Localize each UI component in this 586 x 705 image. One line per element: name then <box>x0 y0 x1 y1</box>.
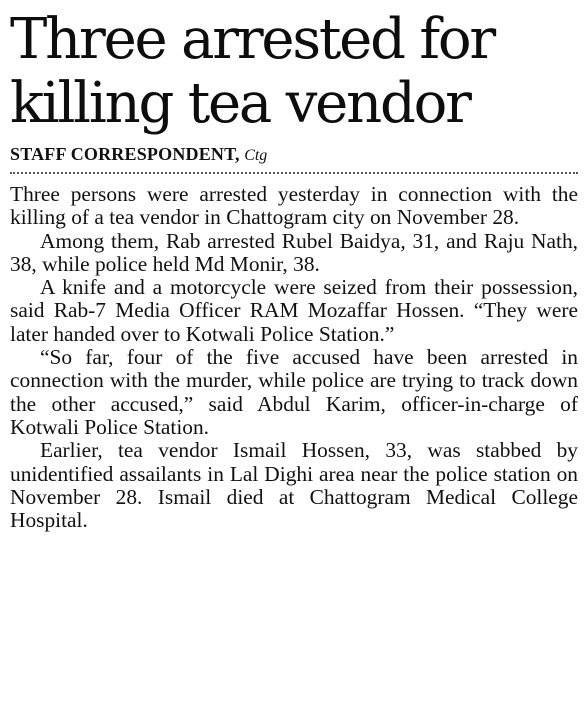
headline <box>10 8 578 136</box>
paragraph-4: “So far, four of the five accused have been arrested in connection with the murder, while police are trying to track down the other accused,” said Abdul Karim, officer-in-charge of Kotwali Police Station. <box>10 345 578 439</box>
paragraph-5: Earlier, tea vendor Ismail Hossen, 33, was stabbed by unidentified assailants in Lal Dighi area near the police station on November 28. Ismail died at Chattogram Medical College Hospital. <box>10 438 578 533</box>
byline <box>10 144 578 166</box>
headline-line-1: Three arrested for <box>10 7 494 72</box>
headline-line-2: killing tea vendor <box>10 71 470 136</box>
paragraph-3: A knife and a motorcycle were seized from their possession, said Rab-7 Media Officer RAM Mozaffar Hossen. “They were later handed over to Kotwali Police Station.” <box>10 275 578 346</box>
dotted-divider <box>10 172 578 174</box>
byline-location: Ctg <box>244 147 268 164</box>
paragraph-1: Three persons were arrested yesterday in connection with the killing of a tea vendor in Chattogram city on November 28. <box>10 182 578 230</box>
byline-author: STAFF CORRESPONDENT, <box>10 144 240 164</box>
paragraph-2: Among them, Rab arrested Rubel Baidya, 31, and Raju Nath, 38, while police held Md Monir, 38. <box>10 228 578 276</box>
article-body <box>10 183 578 532</box>
news-article <box>10 8 578 532</box>
